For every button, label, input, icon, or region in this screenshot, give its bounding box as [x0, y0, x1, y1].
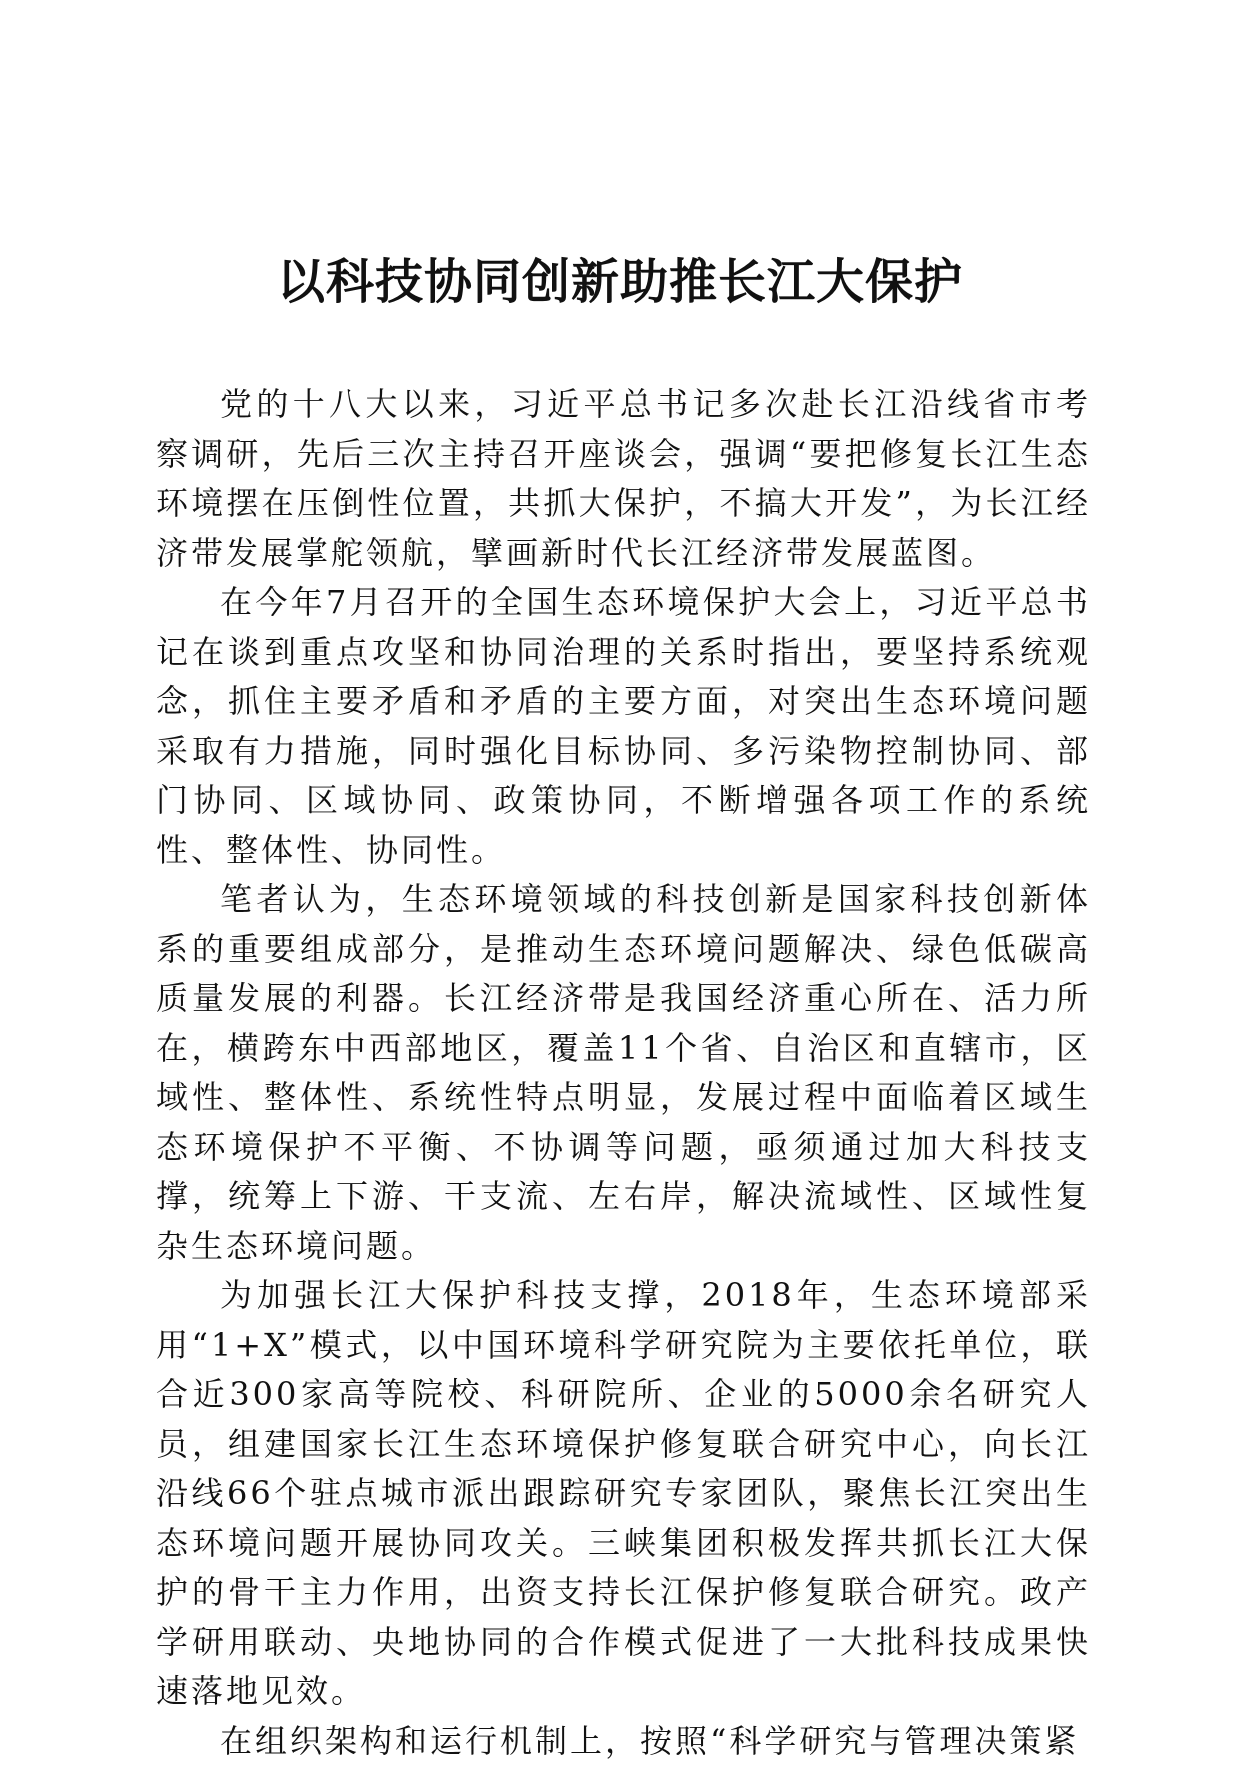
paragraph-5: 在组织架构和运行机制上，按照“科学研究与管理决策紧	[156, 1717, 1091, 1766]
paragraph-3: 笔者认为，生态环境领域的科技创新是国家科技创新体系的重要组成部分，是推动生态环境问题解决、绿色低碳高质量发展的利器。长江经济带是我国经济重心所在、活力所在，横跨东中西部地区，覆盖11个省、自治区和直辖市，区域性、整体性、系统性特点明显，发展过程中面临着区域生态环境保护不平衡、不协调等问题，亟须通过加大科技支撑，统筹上下游、干支流、左右岸，解决流域性、区域性复杂生态环境问题。	[156, 875, 1091, 1271]
paragraph-4: 为加强长江大保护科技支撑，2018年，生态环境部采用“1+X”模式，以中国环境科学研究院为主要依托单位，联合近300家高等院校、科研院所、企业的5000余名研究人员，组建国家长江生态环境保护修复联合研究中心，向长江沿线66个驻点城市派出跟踪研究专家团队，聚焦长江突出生态环境问题开展协同攻关。三峡集团积极发挥共抓长江大保护的骨干主力作用，出资支持长江保护修复联合研究。政产学研用联动、央地协同的合作模式促进了一大批科技成果快速落地见效。	[156, 1271, 1091, 1717]
paragraph-2: 在今年7月召开的全国生态环境保护大会上，习近平总书记在谈到重点攻坚和协同治理的关系时指出，要坚持系统观念，抓住主要矛盾和矛盾的主要方面，对突出生态环境问题采取有力措施，同时强化目标协同、多污染物控制协同、部门协同、区域协同、政策协同，不断增强各项工作的系统性、整体性、协同性。	[156, 578, 1091, 875]
document-body	[156, 380, 1091, 1766]
paragraph-1: 党的十八大以来，习近平总书记多次赴长江沿线省市考察调研，先后三次主持召开座谈会，强调“要把修复长江生态环境摆在压倒性位置，共抓大保护，不搞大开发”，为长江经济带发展掌舵领航，擘画新时代长江经济带发展蓝图。	[156, 380, 1091, 578]
document-title: 以科技协同创新助推长江大保护	[0, 250, 1240, 314]
